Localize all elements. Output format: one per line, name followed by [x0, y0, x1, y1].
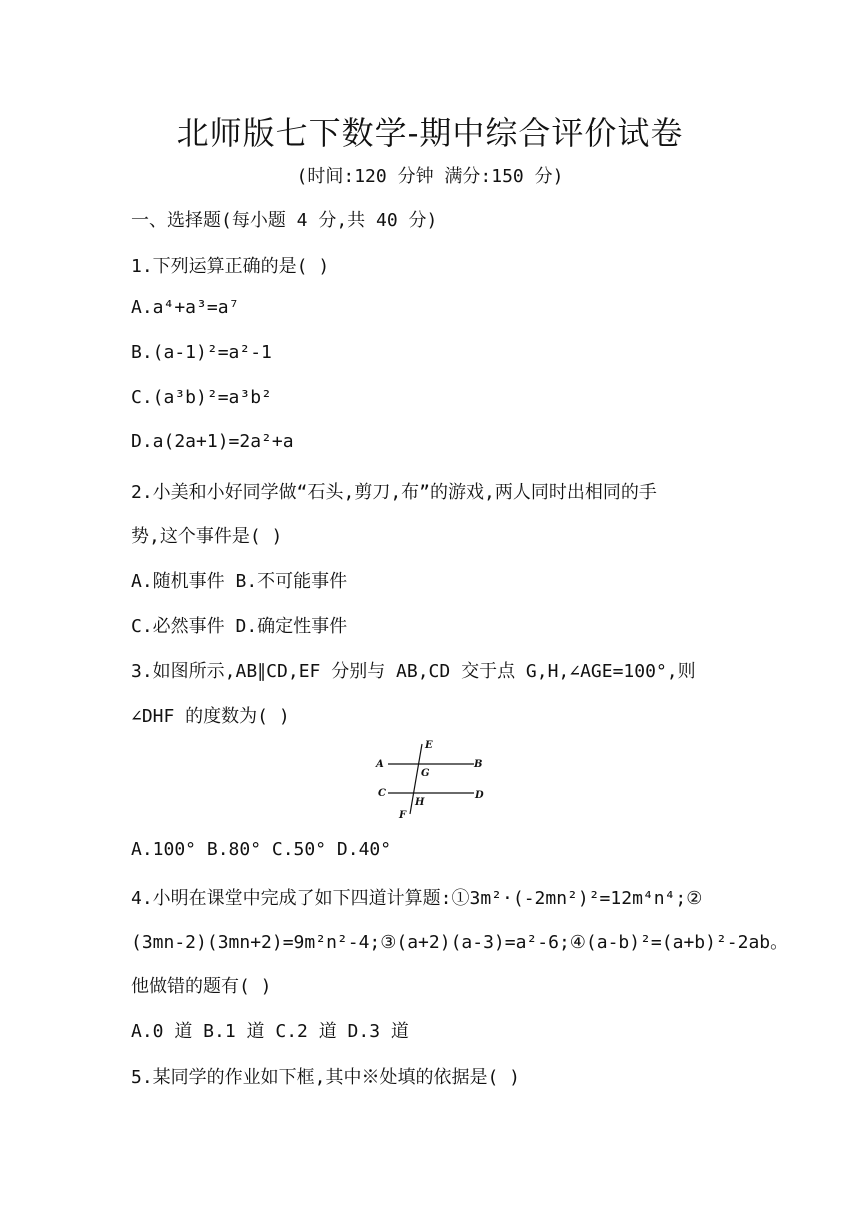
label-a: A — [376, 759, 384, 770]
question-1-stem: 1.下列运算正确的是( ) — [131, 256, 330, 277]
label-e: E — [425, 740, 433, 751]
question-2-options-line2: C.必然事件 D.确定性事件 — [131, 616, 348, 637]
label-b: B — [474, 759, 483, 770]
question-1-option-b: B.(a-1)²=a²-1 — [131, 342, 272, 363]
page-title: 北师版七下数学-期中综合评价试卷 — [176, 114, 684, 152]
question-1-option-c: C.(a³b)²=a³b² — [131, 387, 272, 408]
question-4-stem-line1: 4.小明在课堂中完成了如下四道计算题:①3m²·(-2mn²)²=12m⁴n⁴;② — [131, 888, 703, 909]
parallel-lines-figure — [374, 736, 490, 822]
label-h: H — [415, 797, 425, 808]
question-3-stem-line1: 3.如图所示,AB∥CD,EF 分别与 AB,CD 交于点 G,H,∠AGE=100°,则 — [131, 661, 696, 682]
question-4-options: A.0 道 B.1 道 C.2 道 D.3 道 — [131, 1021, 409, 1042]
label-d: D — [475, 790, 484, 801]
question-3-options: A.100° B.80° C.50° D.40° — [131, 839, 392, 860]
exam-info: (时间:120 分钟 满分:150 分) — [296, 166, 564, 187]
question-4-stem-line3: 他做错的题有( ) — [131, 976, 272, 997]
question-1-option-a: A.a⁴+a³=a⁷ — [131, 297, 240, 318]
question-2-stem-line1: 2.小美和小好同学做“石头,剪刀,布”的游戏,两人同时出相同的手 — [131, 482, 657, 503]
question-5-stem: 5.某同学的作业如下框,其中※处填的依据是( ) — [131, 1067, 521, 1088]
question-2-stem-line2: 势,这个事件是( ) — [131, 526, 283, 547]
question-4-stem-line2: (3mn-2)(3mn+2)=9m²n²-4;③(a+2)(a-3)=a²-6;④(a-b)²=(a+b)²-2ab。 — [131, 932, 789, 953]
label-g: G — [421, 768, 430, 779]
question-2-options-line1: A.随机事件 B.不可能事件 — [131, 571, 348, 592]
section-heading: 一、选择题(每小题 4 分,共 40 分) — [131, 210, 438, 231]
label-c: C — [378, 788, 386, 799]
question-1-option-d: D.a(2a+1)=2a²+a — [131, 431, 294, 452]
label-f: F — [399, 810, 407, 821]
question-3-stem-line2: ∠DHF 的度数为( ) — [131, 706, 290, 727]
